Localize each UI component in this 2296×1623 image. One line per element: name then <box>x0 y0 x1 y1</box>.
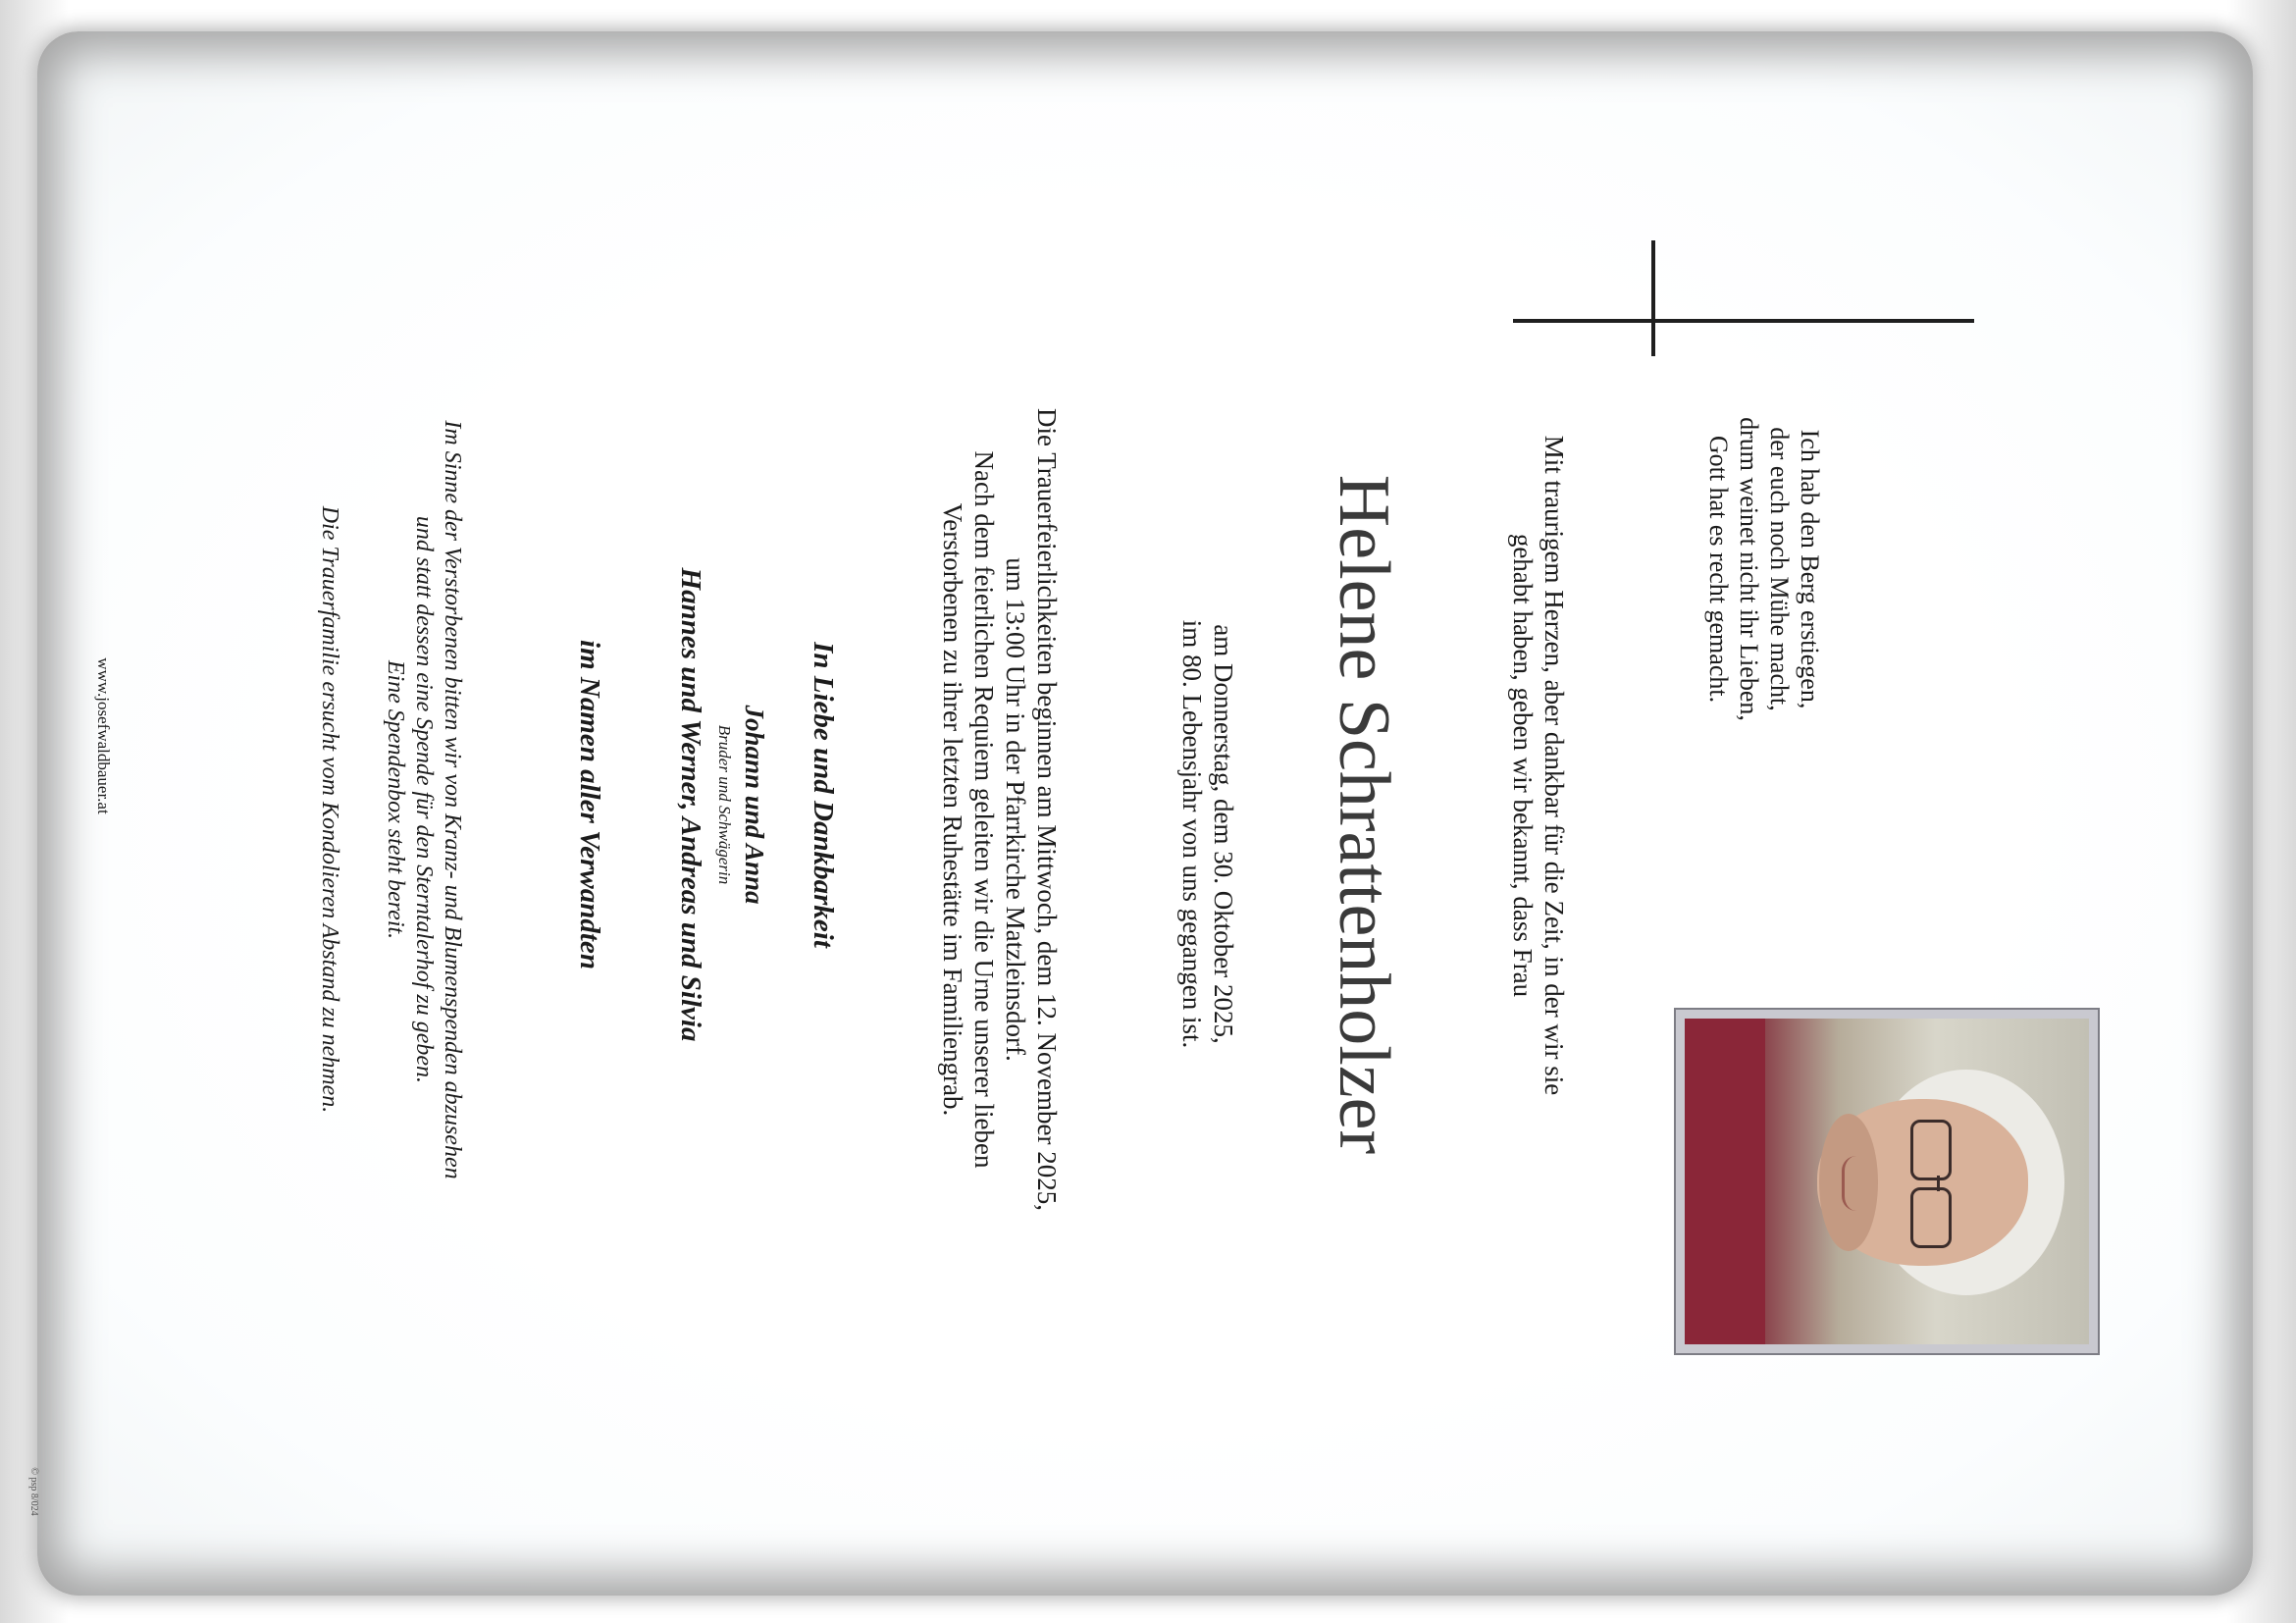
mourners-primary-relation: Bruder und Schwägerin <box>715 724 734 885</box>
funeral-details <box>937 294 1063 1325</box>
intro-line: Mit traurigem Herzen, aber dankbar für die Zeit, in der wir sie <box>1539 435 1569 1096</box>
condolence-note: Die Trauerfamilie ersucht vom Kondolieren Abstand zu nehmen. <box>317 505 342 1114</box>
death-line: im 80. Lebensjahr von uns gegangen ist. <box>1177 619 1207 1049</box>
verse-poem <box>1703 294 1825 844</box>
portrait-photo-icon <box>1685 1019 2089 1344</box>
verse-line: Gott hat es recht gemacht. <box>1704 435 1733 704</box>
website-link[interactable]: www.josefwaldbauer.at <box>94 657 113 814</box>
funeral-line: Verstorbenen zu ihrer letzten Ruhestätte im Familiengrab. <box>938 502 967 1117</box>
death-date-text <box>1176 520 1239 1148</box>
verse-line: Ich hab den Berg erstiegen, <box>1796 429 1824 709</box>
portrait-frame <box>1674 1008 2100 1355</box>
funeral-line: Nach dem feierlichen Requiem geleiten wir die Urne unserer lieben <box>969 450 999 1169</box>
mourners-secondary: Hannes und Werner, Andreas und Silvia <box>675 567 706 1042</box>
donation-line: Eine Spendenbox steht bereit. <box>383 659 408 940</box>
death-line: am Donnerstag, dem 30. Oktober 2025, <box>1209 624 1238 1044</box>
verse-line: der euch noch Mühe macht, <box>1765 427 1794 711</box>
donation-line: Im Sinne der Verstorbenen bitten wir von Kranz- und Blumenspenden abzusehen <box>440 420 465 1179</box>
mourners-heading: In Liebe und Dankbarkeit <box>808 642 839 948</box>
verse-line: drum weinet nicht ihr Lieben, <box>1735 417 1763 721</box>
intro-line: gehabt haben, geben wir bekannt, dass Frau <box>1508 533 1538 998</box>
mourners-closing: im Namen aller Verwandten <box>574 640 605 969</box>
donation-line: und statt dessen eine Spende für den Sterntalerhof zu geben. <box>411 515 437 1084</box>
copyright-mark: © psp 8/024 <box>28 1467 39 1516</box>
funeral-line: Die Trauerfeierlichkeiten beginnen am Mittwoch, dem 12. November 2025, <box>1032 407 1062 1212</box>
mourners-primary: Johann und Anna <box>740 705 769 905</box>
cross-icon-horizontal <box>1651 240 1655 356</box>
intro-text <box>1507 393 1570 1138</box>
funeral-line: um 13:00 Uhr in der Pfarrkirche Matzleinsdorf. <box>1001 557 1030 1062</box>
deceased-name: Helene Schrattenholzer <box>1324 474 1404 1155</box>
donation-note <box>381 236 466 1364</box>
